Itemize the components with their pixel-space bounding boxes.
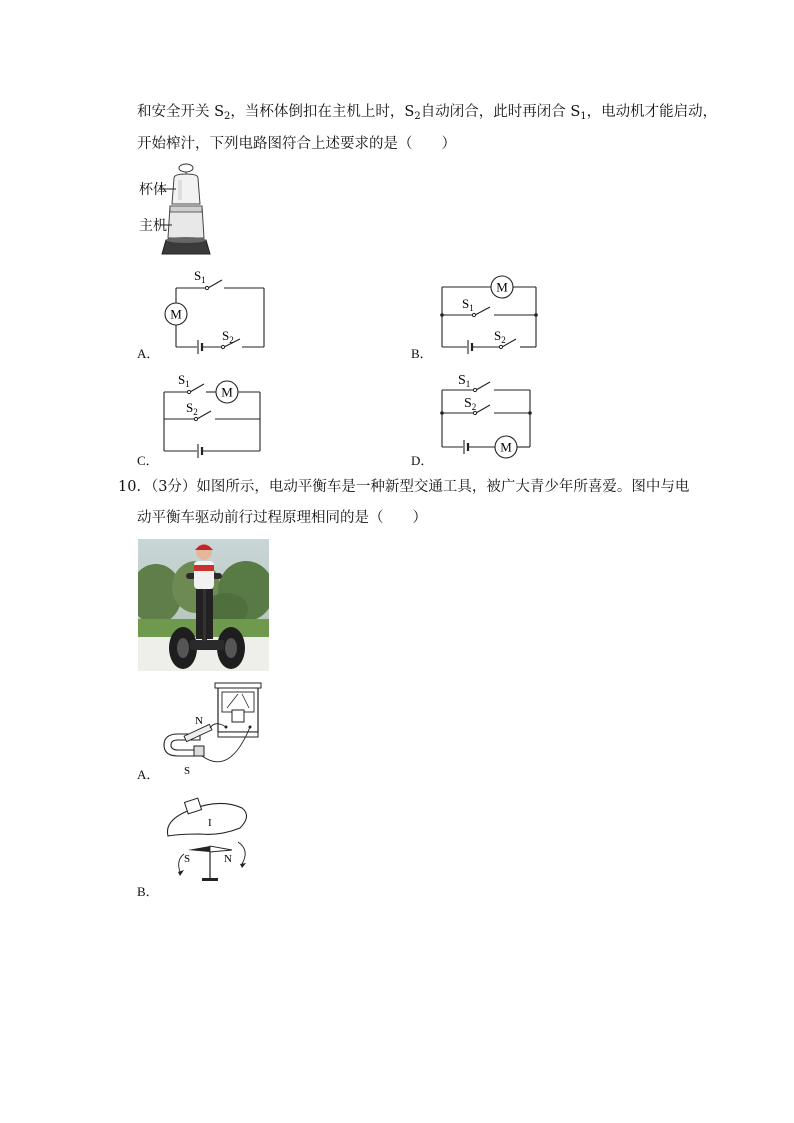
motor-b-label: M <box>496 279 508 295</box>
motor-c-label: M <box>221 384 233 400</box>
q9-text-seg3: 自动闭合，此时再闭合 S <box>420 104 581 120</box>
q9-sub-s2b: 2 <box>414 111 421 122</box>
diagram-b-current-label: I <box>208 817 212 829</box>
generator-experiment-diagram <box>160 680 266 780</box>
diagram-b-oersted <box>160 794 256 890</box>
balance-scooter-illustration <box>138 539 269 671</box>
circuit-c <box>158 370 268 460</box>
circuit-a-diagram <box>160 266 270 356</box>
switch-a-s1-label: $S_1$ <box>194 268 206 285</box>
q9-text-seg2: ，当杯体倒扣在主机上时，S <box>230 104 415 120</box>
juicer-illustration <box>136 160 236 260</box>
q9-text-line2: 开始榨汁，下列电路图符合上述要求的是（ ） <box>137 136 456 152</box>
circuit-d-diagram <box>434 368 544 462</box>
switch-b-s2-label: $S_2$ <box>494 328 506 345</box>
q10-text-line2: 动平衡车驱动前行过程原理相同的是（ ） <box>137 510 427 526</box>
label-cup: 杯体 <box>139 182 167 198</box>
switch-c-s2-label: $S_2$ <box>186 400 198 417</box>
label-base: 主机 <box>139 218 167 234</box>
switch-a-s2-label: $S_2$ <box>222 328 234 345</box>
circuit-a <box>160 266 270 356</box>
option-d-circuit[interactable]: D． <box>411 453 434 468</box>
circuit-b-diagram <box>434 270 544 356</box>
q9-text-line1 <box>137 102 717 127</box>
switch-d-s2-label: $S_2$ <box>464 396 477 412</box>
circuit-c-diagram <box>158 370 268 460</box>
q9-text-seg4: ，电动机才能启动， <box>586 104 718 120</box>
option-a-generator[interactable]: A． <box>137 767 160 782</box>
option-b-oersted[interactable]: B． <box>137 884 159 899</box>
switch-b-s1-label: $S_1$ <box>462 296 474 313</box>
q9-text-seg1: 和安全开关 S <box>137 104 225 120</box>
switch-d-s1-label: $S_1$ <box>458 373 471 389</box>
option-a-circuit[interactable]: A． <box>137 346 160 361</box>
motor-d-label: M <box>500 439 512 455</box>
diagram-a-n-pole: N <box>195 715 203 727</box>
q9-sub-s1: 1 <box>580 111 587 122</box>
diagram-b-s-pole: S <box>184 853 191 865</box>
q9-sub-s2a: 2 <box>224 111 231 122</box>
option-b-circuit[interactable]: B． <box>411 346 433 361</box>
diagram-a-s-pole: S <box>184 765 191 777</box>
motor-a-label: M <box>170 306 182 322</box>
q10-text-line1: 10．（3分）如图所示，电动平衡车是一种新型交通工具，被广大青少年所喜爱。图中与电 <box>118 479 690 495</box>
circuit-b <box>434 270 544 356</box>
switch-c-s1-label: $S_1$ <box>178 372 190 389</box>
circuit-d <box>434 368 544 462</box>
oersted-experiment-diagram <box>160 794 256 890</box>
balance-scooter-photo <box>138 539 269 671</box>
option-c-circuit[interactable]: C． <box>137 453 159 468</box>
diagram-a-generator <box>160 680 266 780</box>
diagram-b-n-pole: N <box>224 853 232 865</box>
juicer-figure <box>136 160 236 260</box>
